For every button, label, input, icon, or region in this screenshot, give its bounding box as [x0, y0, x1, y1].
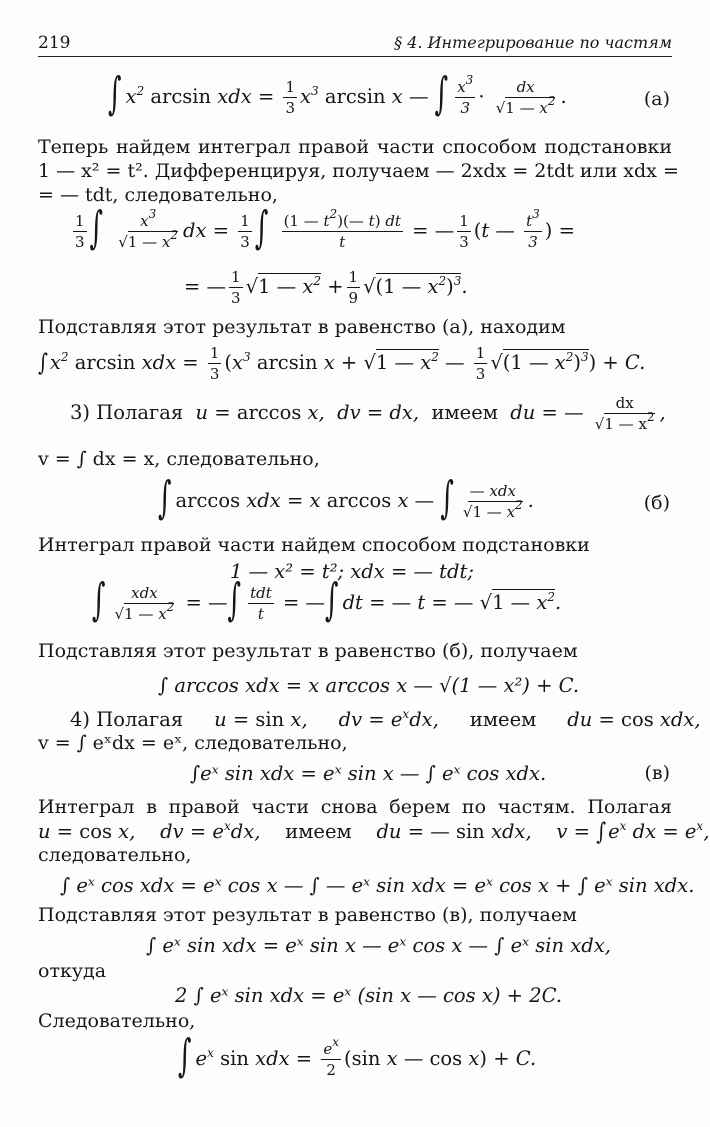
text-line: Подставляя этот результат в равенство (в), получаем	[38, 904, 577, 926]
equation-b: ∫ arccos xdx = x arccos x — ∫ $\frac{\text{— xdx}}{√1 — x^2}$ .	[158, 473, 534, 525]
tag-b: (б)	[643, 492, 670, 514]
equation-a: ∫ $x^2$ arcsin xdx = $\frac{1}{3}$ $x^3$ arcsin x — ∫ $\frac{x^3}{3}$ · $\frac{dx}{√1 — x^2}$ .	[108, 69, 567, 121]
equation-substitution: $\frac{1}{3}$ ∫ $\frac{x^3}{√1 — x^2}$ dx = $\frac{1}{3}$ ∫ $\frac{(1 — t^2)(— t) dt}{t}$ = — $\frac{1}{3}$ (t — $\frac{t^3}{3}$ ) =	[75, 203, 575, 255]
text-line: Следовательно,	[38, 1010, 196, 1032]
equation-subst-b-calc: ∫ $\frac{\text{xdx}}{√1 — x^2}$ = —∫ $\frac{\text{tdt}}{t}$ = —∫ dt = — t = — √1 — $x^2$.	[92, 575, 562, 627]
equation-c2: ∫ eˣ cos xdx = eˣ cos x — ∫ — eˣ sin xdx = eˣ cos x + ∫ eˣ sin xdx.	[60, 874, 695, 897]
equation-c3: ∫ eˣ sin xdx = eˣ sin x — eˣ cos x — ∫ eˣ sin xdx,	[146, 934, 611, 957]
page-number: 219	[38, 33, 71, 53]
text-line: следовательно,	[38, 844, 192, 866]
equation-final: ∫ $e^x$ sin xdx = $\frac{e^x}{2}$ (sin x — cos x) + C.	[178, 1031, 537, 1083]
equation-substitution-result: = — $\frac{1}{3}$ √1 — $x^2$ + $\frac{1}{9}$ √(1 — $x^2)^3$.	[184, 268, 468, 307]
equation-c: ∫eˣ sin xdx = eˣ sin x — ∫ eˣ cos xdx.	[190, 762, 547, 785]
text-line: = — tdt, следовательно,	[38, 184, 278, 206]
item-4-substitution: u = cos x, dv = $e^xdx$, имеем du = — sin xdx, v = ∫ $e^x$ dx = $e^x$,	[38, 818, 710, 846]
equation-c4: 2 ∫ eˣ sin xdx = eˣ (sin x — cos x) + 2C.	[175, 984, 563, 1007]
text-line: откуда	[38, 960, 107, 982]
text-line: 1 — x² = t². Дифференцируя, получаем — 2xdx = 2tdt или xdx =	[38, 160, 679, 182]
text-line: v = ∫ dx = x, следовательно,	[38, 448, 320, 470]
equation-subst-b: 1 — x² = t²; xdx = — tdt;	[230, 560, 474, 583]
equation-result-b: ∫ arccos xdx = x arccos x — √(1 — x²) + C.	[158, 674, 580, 697]
item-3-label: 3) Полагая	[70, 401, 184, 424]
text-line: Подставляя этот результат в равенство (б), получаем	[38, 640, 578, 662]
equation-result-a: ∫ $x^2$ arcsin xdx = $\frac{1}{3}$ ($x^3$ arcsin x + √1 — $x^2$ — $\frac{1}{3}$ √(1 — $x^2)^3) + C$.	[38, 344, 646, 383]
text-line: Теперь найдем интеграл правой части способом подстановки	[38, 136, 672, 158]
tag-c: (в)	[644, 762, 670, 784]
running-title: § 4. Интегрирование по частям	[394, 33, 672, 52]
item-4-line: 4) Полагая u = sin x, dv = $e^xdx$, имеем du = cos xdx,	[70, 707, 701, 731]
item-4-label: 4) Полагая	[70, 708, 184, 731]
text-line: Интеграл правой части найдем способом подстановки	[38, 534, 590, 556]
item-3-line: 3) Полагая u = arccos x, dv = dx, имеем du = — $\frac{dx}{√1 — x^2}$ ,	[70, 394, 666, 433]
text-line: v = ∫ eˣdx = eˣ, следовательно,	[38, 732, 348, 754]
text-line: Подставляя этот результат в равенство (а), находим	[38, 316, 566, 338]
tag-a: (а)	[643, 88, 670, 110]
page-header	[38, 30, 672, 57]
text-line: Интеграл в правой части снова берем по частям. Полагая	[38, 796, 672, 818]
